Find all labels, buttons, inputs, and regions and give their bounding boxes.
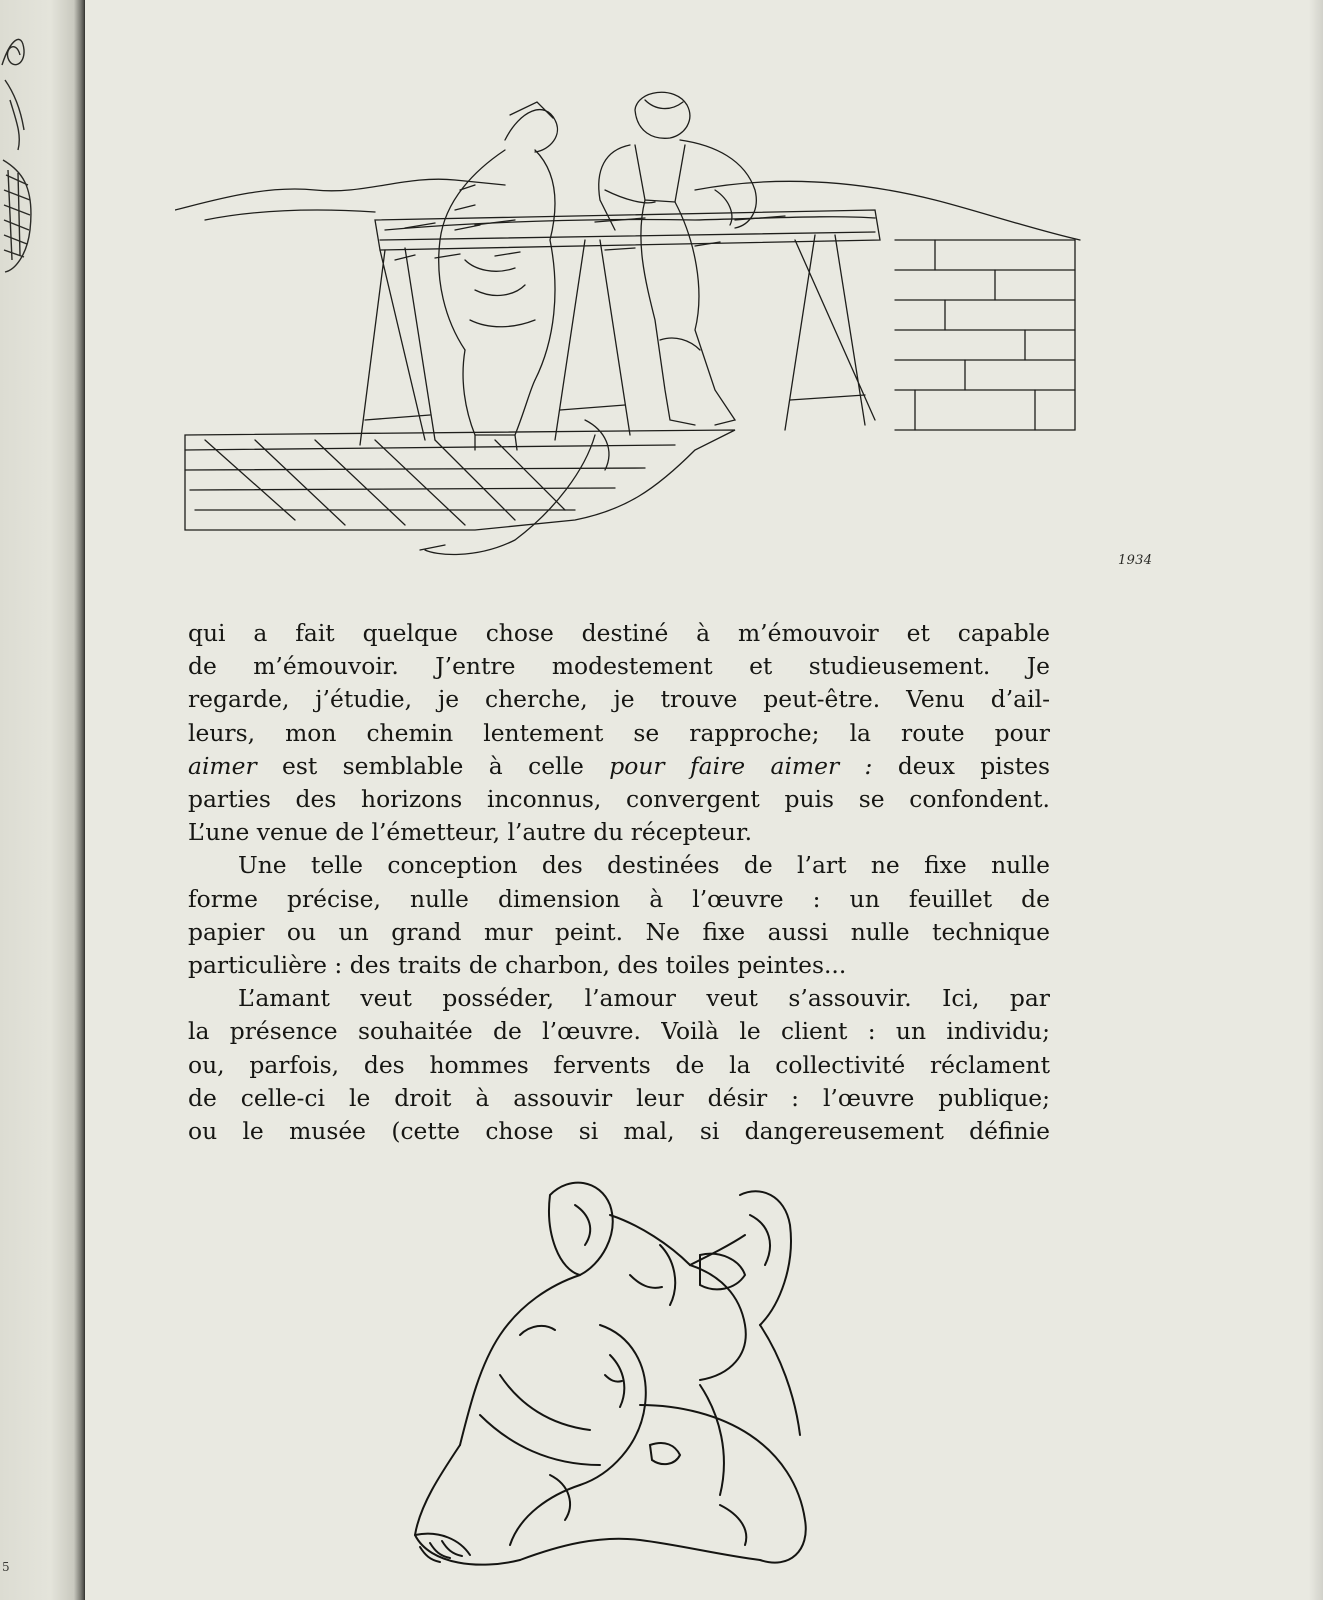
text-segment: est semblable à celle (256, 751, 610, 780)
text-line: regarde, j’étudie, je cherche, je trouve peut-être. Venu d’ail- (188, 685, 1050, 714)
page-number-fragment: 5 (2, 1560, 10, 1574)
facing-page-gutter (0, 0, 85, 1600)
text-line: parties des horizons inconnus, convergent puis se confondent. (188, 785, 1050, 814)
page-edge-shadow (1309, 0, 1323, 1600)
text-line: ou le musée (cette chose si mal, si dangereusement définie (188, 1117, 1050, 1146)
text-line: forme précise, nulle dimension à l’œuvre : un feuillet de (188, 884, 1050, 913)
paragraph-1 (188, 617, 1050, 849)
text-line: leurs, mon chemin lentement se rapproche; la route pour (188, 718, 1050, 747)
facing-page-sketch-fragment (0, 10, 60, 280)
italic-word-aimer: aimer (188, 751, 257, 780)
text-line: la présence souhaitée de l’œuvre. Voilà le client : un individu; (188, 1017, 1050, 1046)
illustration-year-caption: 1934 (1118, 553, 1153, 568)
text-line: qui a fait quelque chose destiné à m’émouvoir et capable (188, 619, 1050, 647)
text-segment: deux pistes (872, 751, 1050, 780)
text-line: de celle-ci le droit à assouvir leur désir : l’œuvre publique; (188, 1083, 1050, 1112)
text-line: Une telle conception des destinées de l’art ne fixe nulle (238, 851, 1050, 880)
paragraph-2 (188, 849, 1050, 982)
text-line: ou, parfois, des hommes fervents de la collectivité réclament (188, 1050, 1050, 1079)
bottom-illustration-sketch (400, 1175, 850, 1580)
text-line: de m’émouvoir. J’entre modestement et studieusement. Je (188, 652, 1050, 681)
italic-phrase-pour-faire-aimer: pour faire aimer : (609, 751, 873, 780)
body-text (188, 617, 1050, 1148)
text-line: L’une venue de l’émetteur, l’autre du récepteur. (188, 818, 752, 847)
text-line: L’amant veut posséder, l’amour veut s’assouvir. Ici, par (238, 984, 1050, 1013)
text-line: particulière : des traits de charbon, des toiles peintes... (188, 951, 847, 980)
paragraph-3 (188, 982, 1050, 1148)
top-illustration-sketch (175, 90, 1095, 570)
text-line-mixed (188, 750, 1050, 783)
text-line: papier ou un grand mur peint. Ne fixe aussi nulle technique (188, 917, 1050, 946)
